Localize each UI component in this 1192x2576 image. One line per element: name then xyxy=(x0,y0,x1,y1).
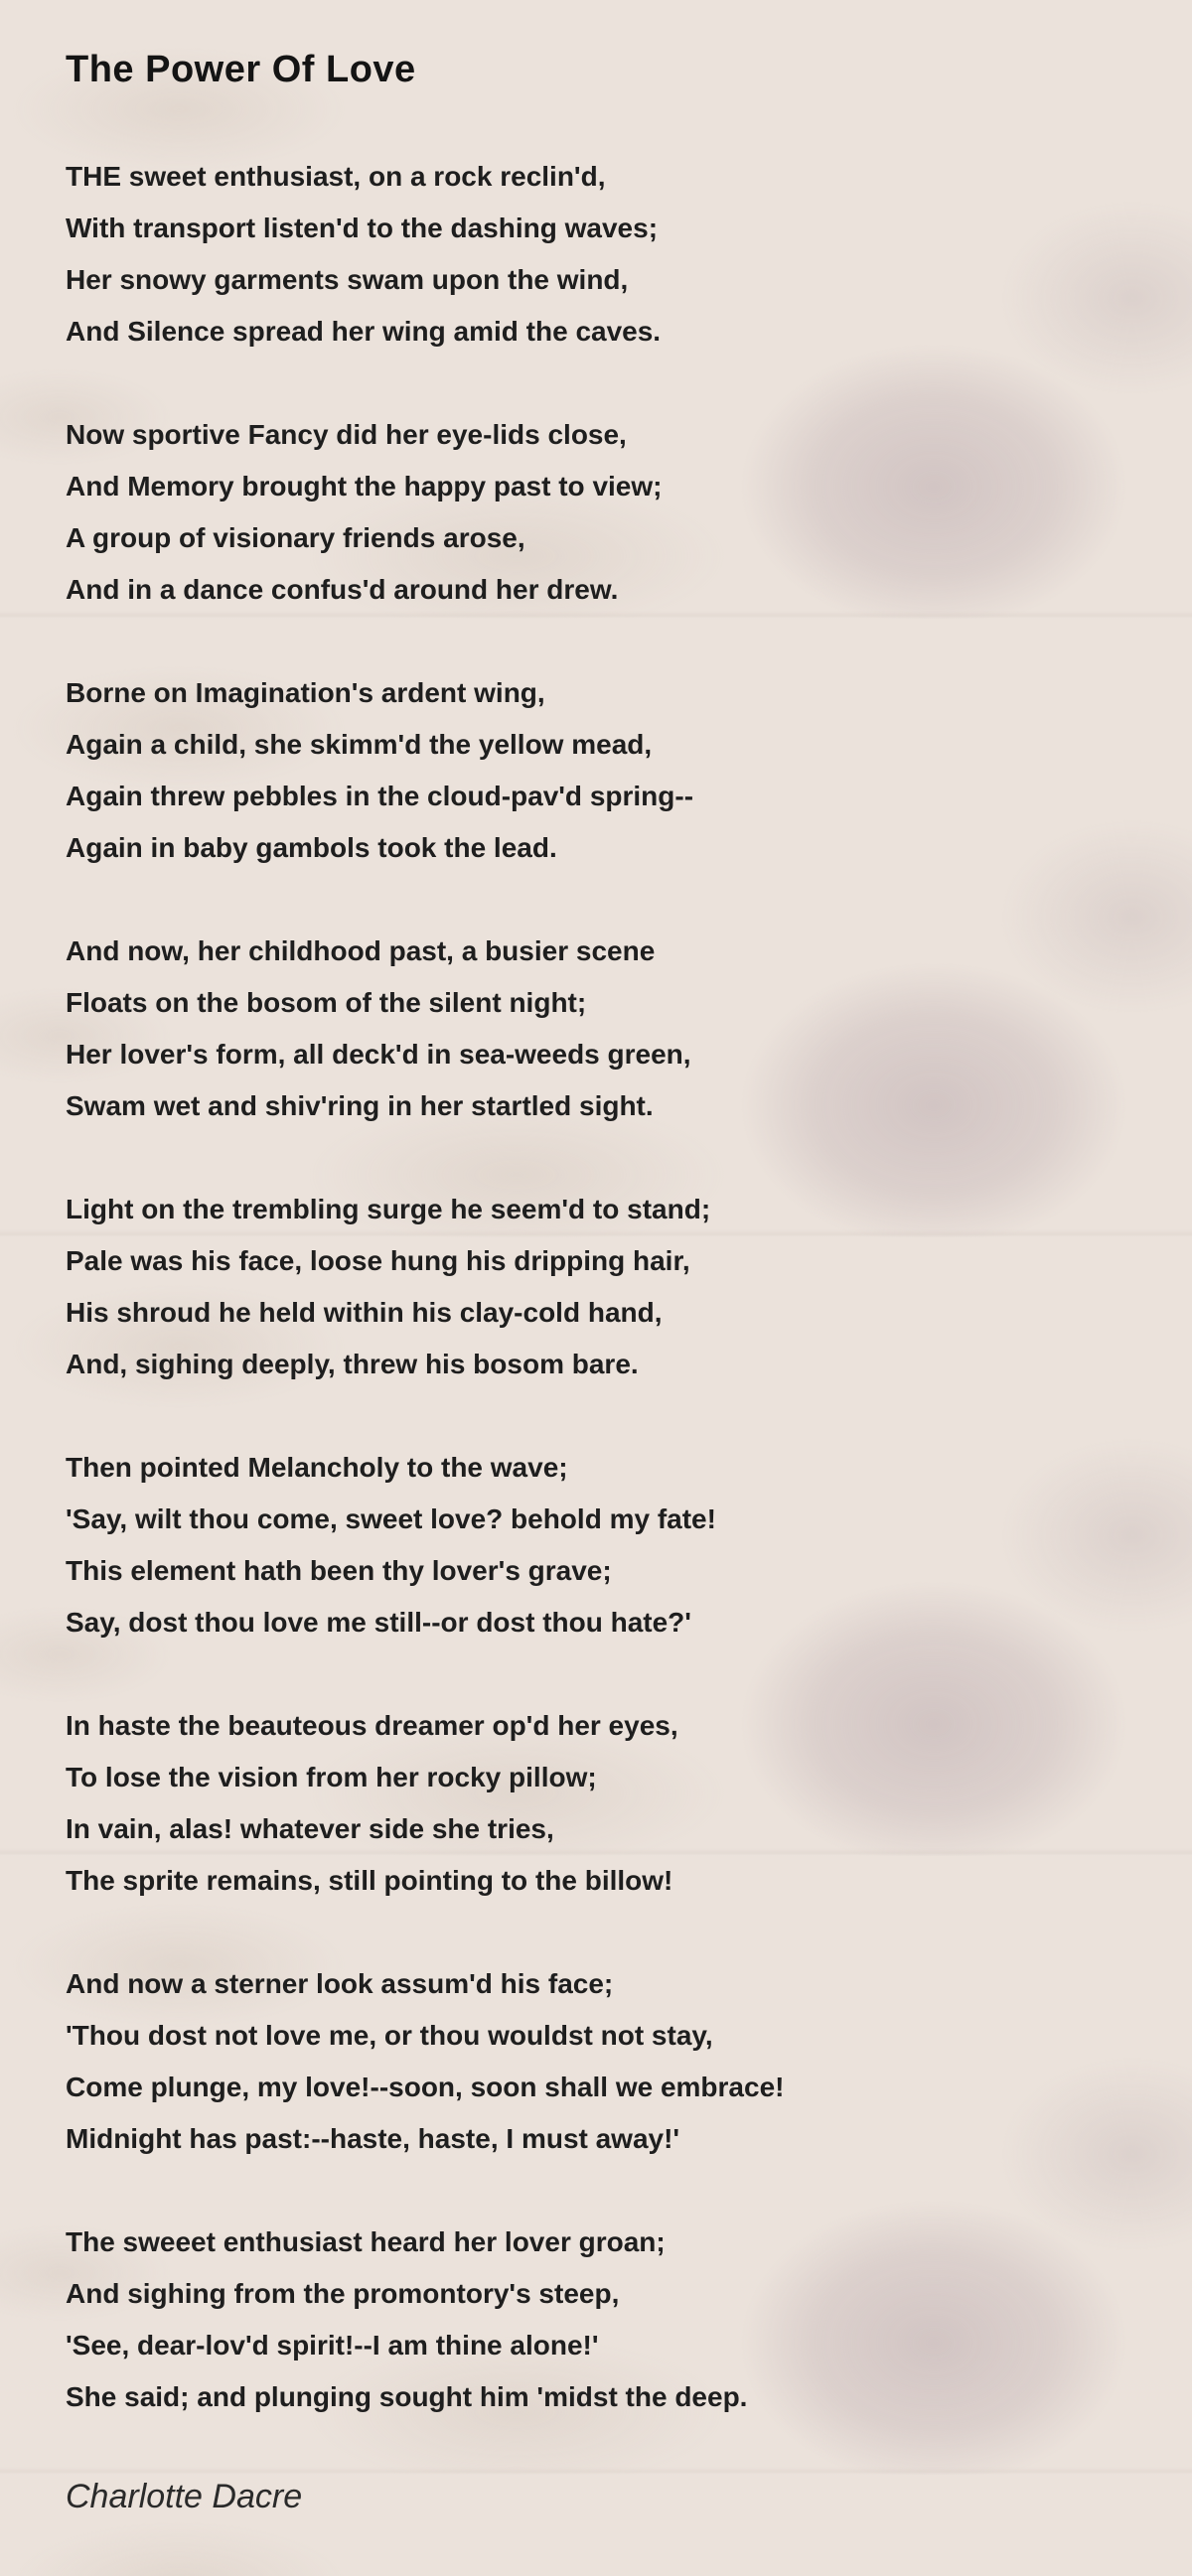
poem-line: Then pointed Melancholy to the wave; xyxy=(66,1452,568,1483)
poem-line: The sprite remains, still pointing to the billow! xyxy=(66,1865,673,1896)
poem-stanza xyxy=(66,1442,1132,1648)
poem-body xyxy=(66,151,1132,2423)
poem-line: His shroud he held within his clay-cold hand, xyxy=(66,1297,663,1328)
poem-line: 'See, dear-lov'd spirit!--I am thine alone!' xyxy=(66,2330,599,2361)
poem-stanza xyxy=(66,2217,1132,2423)
poem-line: Floats on the bosom of the silent night; xyxy=(66,987,587,1018)
poem-stanza xyxy=(66,1958,1132,2165)
poem-line: Her lover's form, all deck'd in sea-weeds green, xyxy=(66,1039,691,1070)
poem-line: Again a child, she skimm'd the yellow mead, xyxy=(66,729,653,760)
poem-line: Now sportive Fancy did her eye-lids close, xyxy=(66,419,627,450)
poem-line: In vain, alas! whatever side she tries, xyxy=(66,1813,554,1844)
poem-line: With transport listen'd to the dashing waves; xyxy=(66,213,659,243)
poem-line: THE sweet enthusiast, on a rock reclin'd, xyxy=(66,161,606,192)
poem-line: And, sighing deeply, threw his bosom bare. xyxy=(66,1349,639,1379)
poem-stanza xyxy=(66,151,1132,358)
poem-line: Borne on Imagination's ardent wing, xyxy=(66,677,545,708)
poem-line: Swam wet and shiv'ring in her startled sight. xyxy=(66,1090,654,1121)
poem-line: And Silence spread her wing amid the caves. xyxy=(66,316,662,347)
poem-line: Her snowy garments swam upon the wind, xyxy=(66,264,629,295)
poem-line: And Memory brought the happy past to view; xyxy=(66,471,663,501)
poem-line: To lose the vision from her rocky pillow; xyxy=(66,1762,597,1792)
poem-author: Charlotte Dacre xyxy=(66,2478,303,2515)
poem-stanza xyxy=(66,667,1132,874)
poem-stanza xyxy=(66,926,1132,1132)
poem-line: And now a sterner look assum'd his face; xyxy=(66,1968,614,1999)
poem-line: Again in baby gambols took the lead. xyxy=(66,832,557,863)
poem-line: And now, her childhood past, a busier scene xyxy=(66,935,656,966)
poem-line: Midnight has past:--haste, haste, I must away!' xyxy=(66,2123,680,2154)
poem-stanza xyxy=(66,1700,1132,1907)
poem-line: Pale was his face, loose hung his dripping hair, xyxy=(66,1245,690,1276)
poem-line: She said; and plunging sought him 'midst the deep. xyxy=(66,2381,748,2412)
poem-line: Say, dost thou love me still--or dost thou hate?' xyxy=(66,1607,691,1638)
poem-line: 'Say, wilt thou come, sweet love? behold my fate! xyxy=(66,1503,716,1534)
poem-stanza xyxy=(66,1184,1132,1390)
poem-line: Come plunge, my love!--soon, soon shall we embrace! xyxy=(66,2072,785,2102)
poem-line: A group of visionary friends arose, xyxy=(66,522,525,553)
poem-line: Again threw pebbles in the cloud-pav'd spring-- xyxy=(66,781,694,811)
poem-line: Light on the trembling surge he seem'd to stand; xyxy=(66,1194,711,1224)
poem-line: The sweeet enthusiast heard her lover groan; xyxy=(66,2226,666,2257)
poem-line: And in a dance confus'd around her drew. xyxy=(66,574,619,605)
poem-line: This element hath been thy lover's grave; xyxy=(66,1555,612,1586)
poem-line: And sighing from the promontory's steep, xyxy=(66,2278,620,2309)
poem-line: In haste the beauteous dreamer op'd her eyes, xyxy=(66,1710,678,1741)
poem-title: The Power Of Love xyxy=(66,49,416,90)
poem-line: 'Thou dost not love me, or thou wouldst not stay, xyxy=(66,2020,713,2051)
poem-stanza xyxy=(66,409,1132,616)
